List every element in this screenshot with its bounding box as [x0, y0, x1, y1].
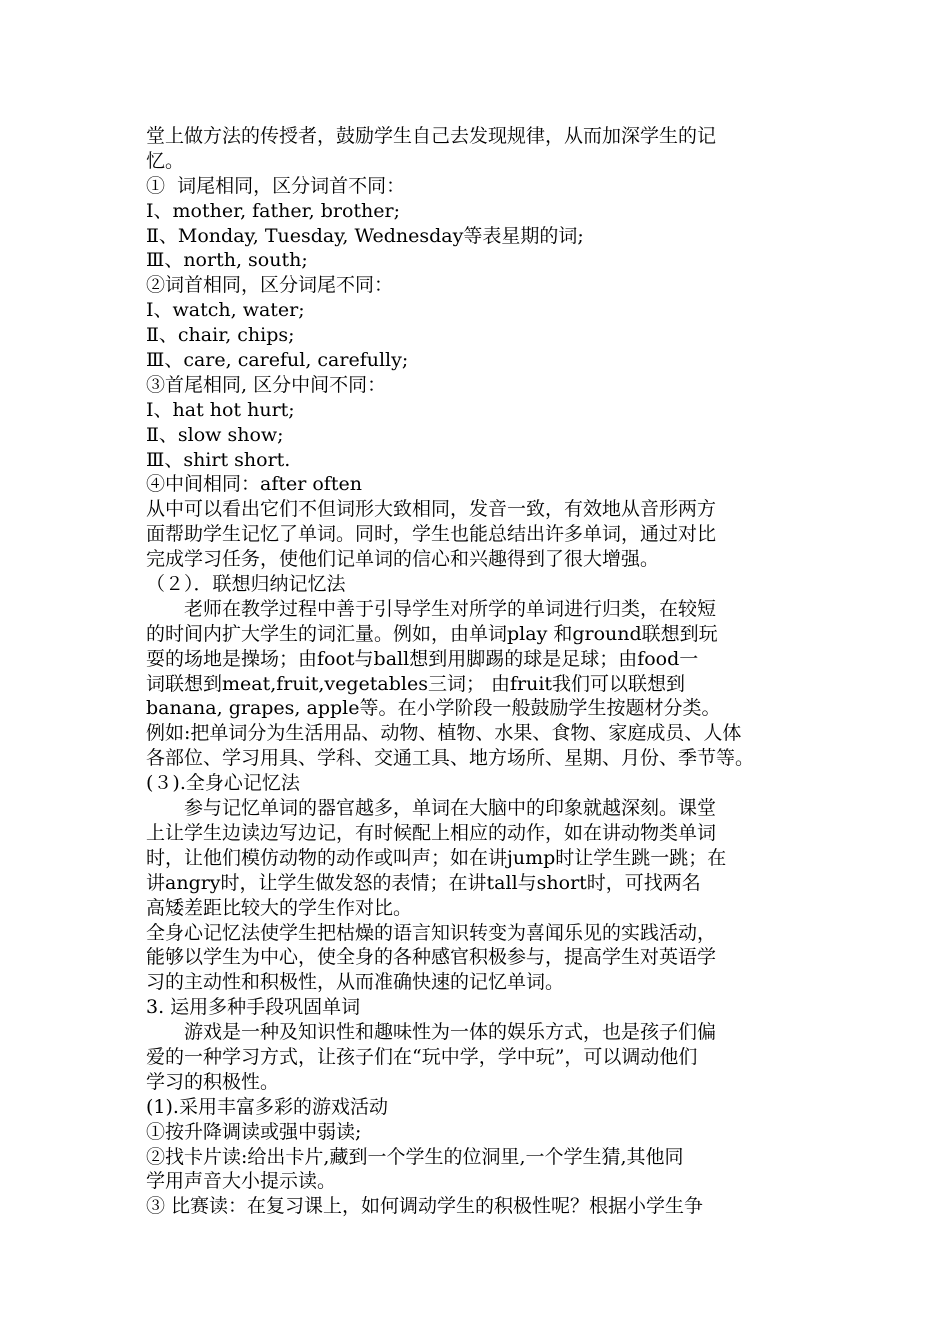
text-line: 时，让他们模仿动物的动作或叫声；如在讲jump时让学生跳一跳；在 [146, 846, 727, 869]
text-line: 学习的积极性。 [146, 1070, 280, 1093]
text-line: Ⅲ、shirt short. [146, 448, 291, 471]
text-line: ②找卡片读:给出卡片,藏到一个学生的位洞里,一个学生猜,其他同 [146, 1145, 684, 1168]
text-line: ① 词尾相同，区分词首不同： [146, 174, 406, 197]
text-line: ③ 比赛读：在复习课上，如何调动学生的积极性呢？根据小学生争 [146, 1195, 704, 1218]
text-line: 全身心记忆法使学生把枯燥的语言知识转变为喜闻乐见的实践活动， [146, 921, 717, 944]
text-line: ③首尾相同, 区分中间不同： [146, 373, 387, 396]
text-line: 能够以学生为中心，使全身的各种感官积极参与，提高学生对英语学 [146, 946, 717, 969]
text-line: Ⅰ、watch, water; [146, 299, 305, 322]
text-line: 爱的一种学习方式，让孩子们在“玩中学，学中玩”，可以调动他们 [146, 1045, 698, 1068]
text-line: 学用声音大小提示读。 [146, 1170, 337, 1193]
text-line: 忆。 [146, 149, 185, 172]
text-line: （２）．联想归纳记忆法 [146, 573, 346, 596]
text-line: 老师在教学过程中善于引导学生对所学的单词进行归类，在较短 [184, 597, 717, 620]
document-page [146, 124, 810, 1219]
text-line: 的时间内扩大学生的词汇量。例如，由单词play 和ground联想到玩 [146, 622, 718, 645]
text-line: 各部位、学习用具、学科、交通工具、地方场所、星期、月份、季节等。 [146, 747, 755, 770]
text-line: 面帮助学生记忆了单词。同时，学生也能总结出许多单词，通过对比 [146, 523, 717, 546]
text-line: Ⅲ、north, south; [146, 249, 308, 272]
text-line: 参与记忆单词的器官越多，单词在大脑中的印象就越深刻。课堂 [184, 797, 717, 820]
text-line: banana, grapes, apple等。在小学阶段一般鼓励学生按题材分类。 [146, 697, 721, 720]
text-line: (1).采用丰富多彩的游戏活动 [146, 1095, 388, 1118]
text-line: 习的主动性和积极性，从而准确快速的记忆单词。 [146, 971, 565, 994]
text-line: Ⅰ、hat hot hurt; [146, 398, 295, 421]
text-line: 堂上做方法的传授者，鼓励学生自己去发现规律，从而加深学生的记 [146, 125, 717, 147]
text-line: (３).全身心记忆法 [146, 772, 300, 795]
text-line: 从中可以看出它们不但词形大致相同，发音一致，有效地从音形两方 [146, 498, 717, 521]
text-line: ①按升降调读或强中弱读; [146, 1120, 362, 1143]
text-line: 上让学生边读边写边记，有时候配上相应的动作，如在讲动物类单词 [146, 821, 717, 844]
text-line: Ⅱ、slow show; [146, 423, 284, 446]
text-line: 讲angry时，让学生做发怒的表情；在讲tall与short时，可找两名 [146, 871, 701, 894]
text-line: 3. 运用多种手段巩固单词 [146, 996, 361, 1019]
text-line: Ⅱ、Monday, Tuesday, Wednesday等表星期的词; [146, 224, 584, 247]
text-line: 游戏是一种及知识性和趣味性为一体的娱乐方式，也是孩子们偏 [184, 1021, 717, 1044]
text-line: ④中间相同：after often [146, 473, 362, 496]
text-line: 词联想到meat,fruit,vegetables三词； 由fruit我们可以联想到 [146, 672, 686, 695]
text-line: 完成学习任务，使他们记单词的信心和兴趣得到了很大增强。 [146, 548, 660, 571]
text-line: 例如:把单词分为生活用品、动物、植物、水果、食物、家庭成员、人体 [146, 722, 742, 745]
text-line: 高矮差距比较大的学生作对比。 [146, 896, 413, 919]
text-line: Ⅲ、care, careful, carefully; [146, 349, 409, 372]
text-line: Ⅰ、mother, father, brother; [146, 199, 400, 222]
text-line: 耍的场地是操场；由foot与ball想到用脚踢的球是足球；由food一 [146, 647, 699, 670]
text-line: Ⅱ、chair, chips; [146, 324, 295, 347]
text-line: ②词首相同，区分词尾不同： [146, 274, 394, 297]
